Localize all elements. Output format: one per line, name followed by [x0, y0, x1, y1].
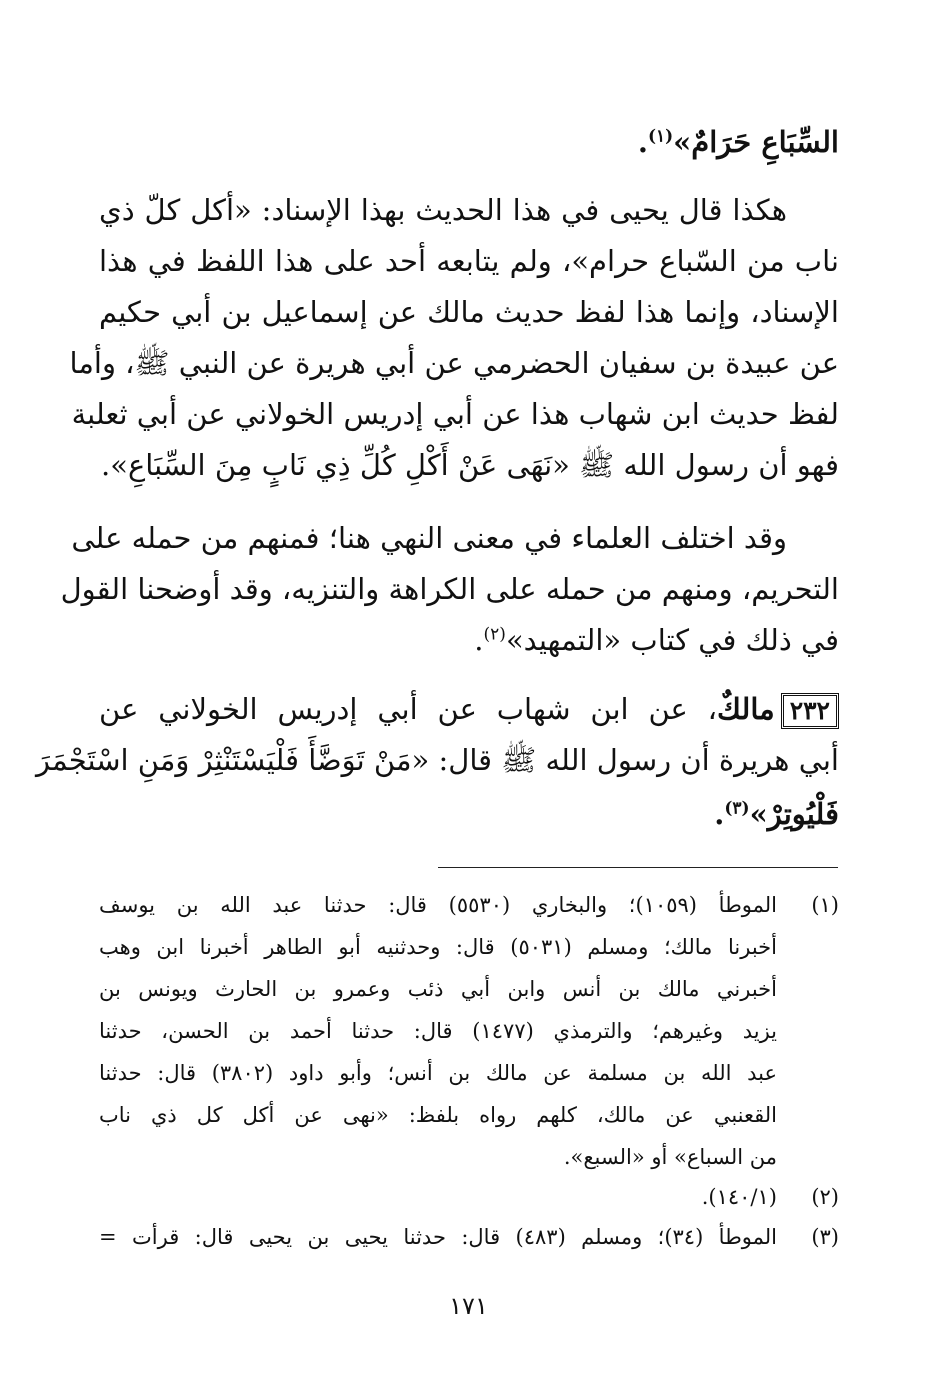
- text-line: [99, 620, 839, 660]
- line-text: فَلْيُوتِرْ»: [749, 797, 839, 831]
- line-text: فهو أن رسول الله ﷺ «نَهَى عَنْ أَكْلِ كُلِّ ذِي نَابٍ مِنَ السِّبَاعِ».: [101, 448, 839, 482]
- footnote-number: (٢): [811, 1185, 839, 1209]
- narrator-name: مالكٌ: [717, 692, 775, 726]
- footnote-line: عبد الله بن مسلمة عن مالك بن أنس؛ وأبو داود (٣٨٠٢) قال: حدثنا: [99, 1061, 777, 1085]
- footnote-marker: (٢): [483, 624, 506, 645]
- line-text: الإسناد، وإنما هذا لفظ حديث مالك عن إسماعيل بن أبي حكيم: [99, 295, 839, 329]
- footnote-number: (١): [811, 893, 839, 917]
- line-text: ناب من السّباع حرام»، ولم يتابعه أحد على هذا اللفظ في هذا: [99, 244, 839, 278]
- text-line: [99, 190, 787, 230]
- line-text: في ذلك في كتاب «التمهيد»: [505, 623, 839, 657]
- footnote-line: القعنبي عن مالك، كلهم رواه بلفظ: «نهى عن أكل كل ذي ناب: [99, 1103, 777, 1127]
- page-number: ١٧١: [449, 1292, 488, 1320]
- text-line: [99, 794, 839, 834]
- line-text: لفظ حديث ابن شهاب هذا عن أبي إدريس الخولاني عن أبي ثعلبة: [71, 397, 839, 431]
- text-line: [99, 445, 839, 485]
- footnote-line: الموطأ (١٠٥٩)؛ والبخاري (٥٥٣٠) قال: حدثنا عبد الله بن يوسف: [99, 893, 778, 917]
- footnote-line: الموطأ (٣٤)؛ ومسلم (٤٨٣) قال: حدثنا يحيى بن يحيى قال: قرأت =: [99, 1225, 778, 1249]
- line-text: هكذا قال يحيى في هذا الحديث بهذا الإسناد: «أكل كلّ ذي: [99, 193, 787, 227]
- line-tail: .: [714, 797, 725, 831]
- line-tail: .: [474, 623, 484, 657]
- footnote-line: أخبرنا مالك؛ ومسلم (٥٠٣١) قال: وحدثنيه أبو الطاهر أخبرنا ابن وهب: [99, 935, 777, 959]
- text-line: [60, 569, 839, 609]
- footnote-line: أخبرني مالك بن أنس وابن أبي ذئب وعمرو بن الحارث ويونس بن: [99, 977, 777, 1001]
- footnote-marker: (٣): [724, 798, 750, 819]
- text-line: [99, 292, 839, 332]
- line-tail: .: [637, 125, 648, 159]
- footnote-line: (١٤٠/١).: [701, 1185, 777, 1209]
- text-line: [99, 241, 839, 281]
- line-text: عن عبيدة بن سفيان الحضرمي عن أبي هريرة عن النبي ﷺ، وأما: [69, 346, 839, 380]
- line-text: التحريم، ومنهم من حمله على الكراهة والتنزيه، وقد أوضحنا القول: [60, 572, 839, 606]
- text-line: [99, 689, 839, 729]
- footnote-number: (٣): [811, 1225, 839, 1249]
- footnote-marker: (١): [647, 126, 674, 147]
- text-line: [36, 740, 839, 780]
- text-line: [71, 518, 787, 558]
- footnote-separator: [438, 867, 838, 868]
- line-text: أبي هريرة أن رسول الله ﷺ قال: «مَنْ تَوَضَّأَ فَلْيَسْتَنْثِرْ وَمَنِ اسْتَجْمَرَ: [36, 743, 839, 777]
- footnote-line: يزيد وغيرهم؛ والترمذي (١٤٧٧) قال: حدثنا أحمد بن الحسن، حدثنا: [99, 1019, 778, 1043]
- text-line: [69, 343, 839, 383]
- line-text: ، عن ابن شهاب عن أبي إدريس الخولاني عن: [99, 692, 718, 726]
- text-line: [99, 122, 839, 162]
- text-line: [71, 394, 839, 434]
- line-text: وقد اختلف العلماء في معنى النهي هنا؛ فمنهم من حمله على: [71, 521, 787, 555]
- hadith-number-badge: ٢٣٢: [781, 693, 839, 729]
- footnote-line: من السباع» أو «السبع».: [563, 1145, 777, 1169]
- line-text: السِّبَاعِ حَرَامٌ»: [673, 125, 839, 159]
